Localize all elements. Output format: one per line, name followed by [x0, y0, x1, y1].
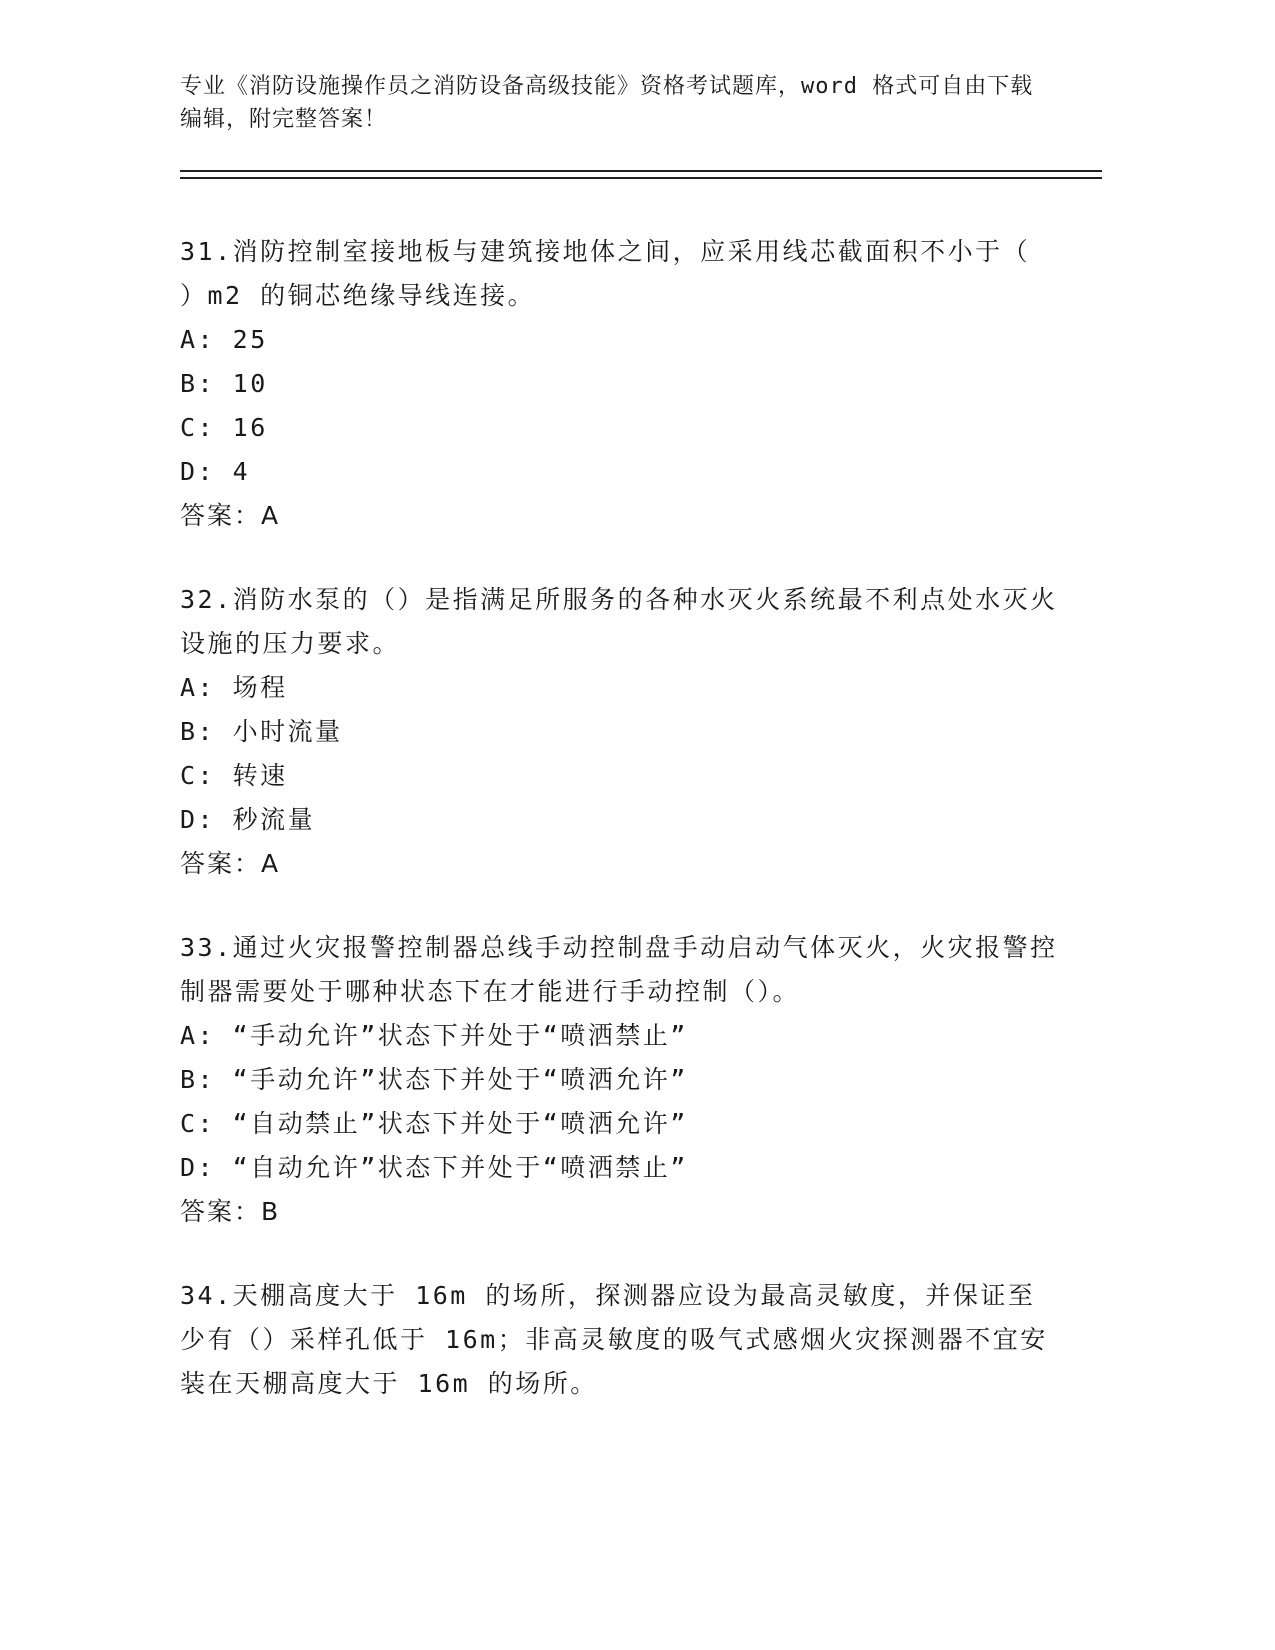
answer-prefix: 答案：: [180, 501, 262, 530]
header-divider-top: [180, 170, 1102, 172]
question-list: [180, 230, 1060, 1446]
answer-value: A: [261, 849, 281, 878]
answer-line: [180, 842, 1060, 886]
question-stem: 32.消防水泵的（）是指满足所服务的各种水灭火系统最不利点处水灭火设施的压力要求。: [180, 585, 1058, 658]
option-b: B: 10: [180, 369, 268, 398]
option-d: D: 秒流量: [180, 805, 316, 834]
question-32: [180, 578, 1060, 886]
option-c: C: “自动禁止”状态下并处于“喷洒允许”: [180, 1109, 688, 1138]
option-a: A: 25: [180, 325, 268, 354]
question-stem: 33.通过火灾报警控制器总线手动控制盘手动启动气体灭火，火灾报警控制器需要处于哪种状态下在才能进行手动控制（）。: [180, 933, 1058, 1006]
option-d: D: 4: [180, 457, 251, 486]
question-34: [180, 1274, 1060, 1406]
question-stem: 31.消防控制室接地板与建筑接地体之间，应采用线芯截面积不小于（ ）m2 的铜芯绝缘导线连接。: [180, 237, 1031, 310]
answer-line: [180, 494, 1060, 538]
option-a: A: “手动允许”状态下并处于“喷洒禁止”: [180, 1021, 688, 1050]
answer-prefix: 答案：: [180, 1197, 262, 1226]
answer-value: B: [261, 1197, 281, 1226]
document-header: 专业《消防设施操作员之消防设备高级技能》资格考试题库，word 格式可自由下载编辑，附完整答案！: [180, 74, 1034, 132]
option-b: B: 小时流量: [180, 717, 343, 746]
question-stem: 34.天棚高度大于 16m 的场所，探测器应设为最高灵敏度，并保证至少有（）采样孔低于 16m；非高灵敏度的吸气式感烟火灾探测器不宜安装在天棚高度大于 16m 的场所。: [180, 1281, 1048, 1398]
answer-value: A: [261, 501, 281, 530]
option-c: C: 转速: [180, 761, 288, 790]
option-c: C: 16: [180, 413, 268, 442]
option-a: A: 场程: [180, 673, 288, 702]
question-31: [180, 230, 1060, 538]
question-33: [180, 926, 1060, 1234]
option-d: D: “自动允许”状态下并处于“喷洒禁止”: [180, 1153, 688, 1182]
header-divider-bottom: [180, 177, 1102, 179]
answer-line: [180, 1190, 1060, 1234]
answer-prefix: 答案：: [180, 849, 262, 878]
option-b: B: “手动允许”状态下并处于“喷洒允许”: [180, 1065, 688, 1094]
